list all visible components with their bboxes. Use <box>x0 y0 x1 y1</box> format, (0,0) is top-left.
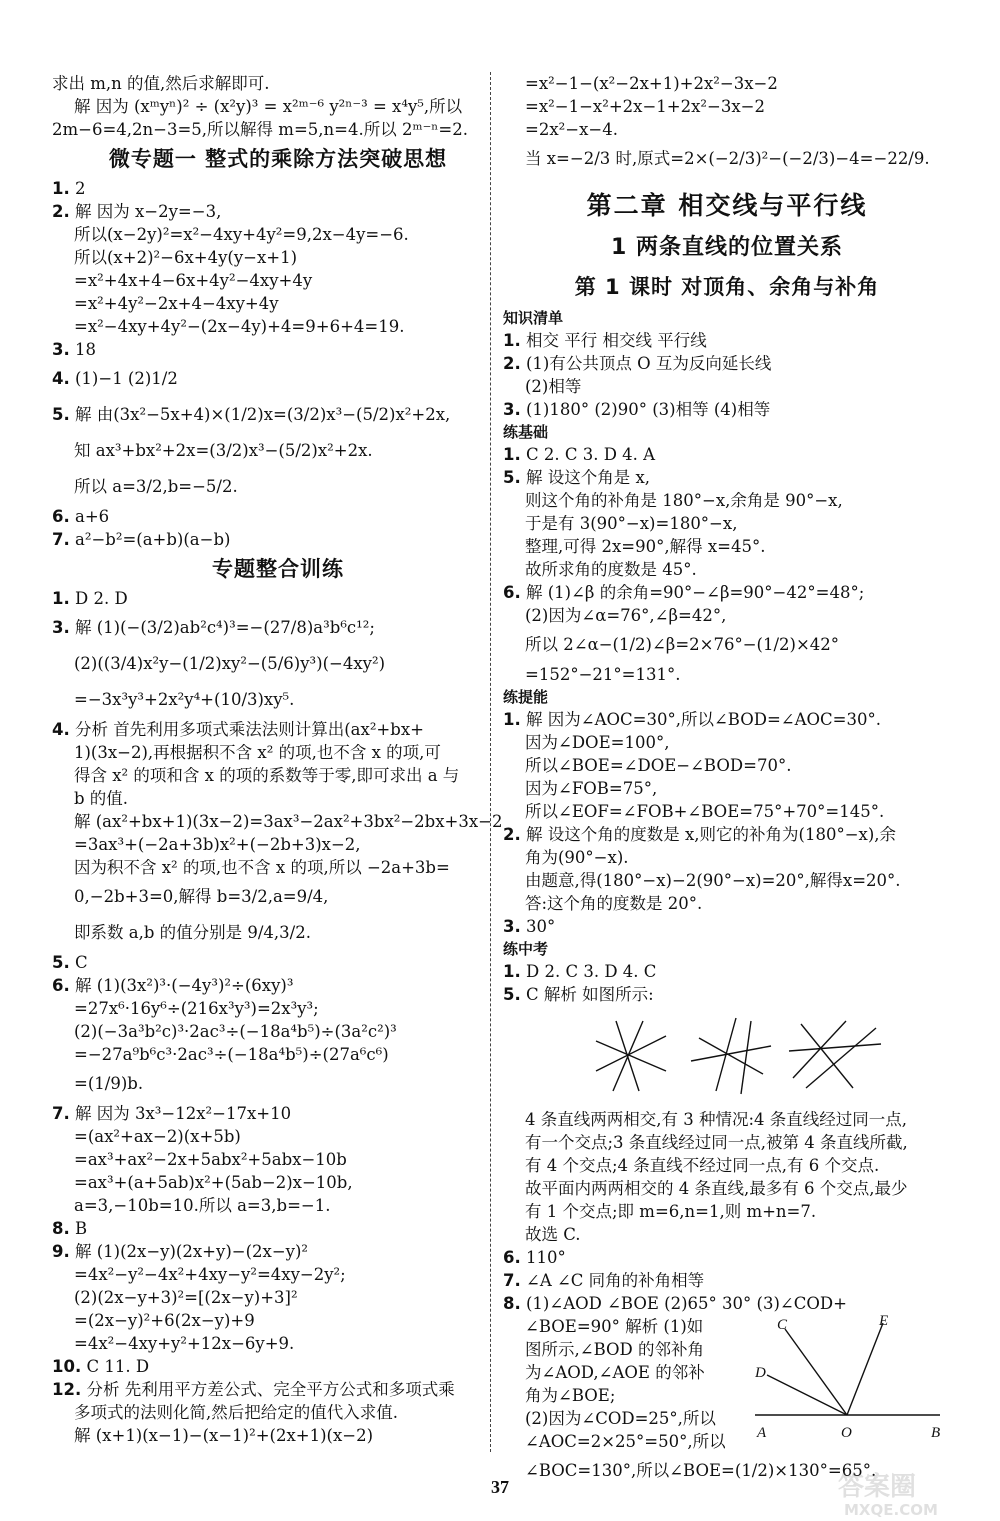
label-D: D <box>755 1365 766 1381</box>
answer-line: 整理,可得 2x=90°,解得 x=45°. <box>525 537 766 556</box>
answer-line: 1. D 2. C 3. D 4. C <box>503 962 657 981</box>
answer-line: 5. C 解析 如图所示: <box>503 985 654 1004</box>
answer-line: 故所求角的度数是 45°. <box>525 560 697 579</box>
answer-line: 有 4 个交点;4 条直线不经过同一点,有 6 个交点. <box>525 1156 880 1175</box>
right-column <box>503 72 951 1489</box>
text-line: =2x²−x−4. <box>525 120 618 139</box>
answer-line: 4 条直线两两相交,有 3 种情况:4 条直线经过同一点, <box>525 1110 908 1129</box>
question-number: 2. <box>503 825 521 844</box>
question-number: 7. <box>52 530 70 549</box>
answer-line: =(ax²+ax−2)(x+5b) <box>74 1127 241 1146</box>
answer-line: (2)(−3a³b²c)³·2ac³÷(−18a⁴b⁵)÷(3a²c²)³ <box>74 1022 397 1041</box>
answer-line: 5. 解 设这个角是 x, <box>503 468 651 487</box>
answer-line: 2. 解 设这个角的度数是 x,则它的补角为(180°−x),余 <box>503 825 897 844</box>
answer-line: 9. 解 (1)(2x−y)(2x+y)−(2x−y)² <box>52 1242 309 1261</box>
answer-line: 答:这个角的度数是 20°. <box>525 894 703 913</box>
question-number: 2. <box>52 202 70 221</box>
answer-line: b 的值. <box>74 789 129 808</box>
answer-line: 所以(x−2y)²=x²−4xy+4y²=9,2x−4y=−6. <box>74 225 409 244</box>
answer-line: (2)相等 <box>525 377 582 396</box>
answer-line: 多项式的法则化简,然后把给定的值代入求值. <box>74 1403 398 1422</box>
answer-line: 6. 解 (1)(3x²)³·(−4y³)²÷(6xy)³ <box>52 976 294 995</box>
question-number: 6. <box>52 507 70 526</box>
answer-line: 8. (1)∠AOD ∠BOE (2)65° 30° (3)∠COD+ <box>503 1294 847 1313</box>
answer-line: 即系数 a,b 的值分别是 9/4,3/2. <box>74 923 311 942</box>
answer-line: =(2x−y)²+6(2x−y)+9 <box>74 1311 255 1330</box>
answer-line: 知 ax³+bx²+2x=(3/2)x³−(5/2)x²+2x. <box>74 441 373 460</box>
answer-line: 角为(90°−x). <box>525 848 629 867</box>
answer-line: 3. 18 <box>52 340 96 359</box>
heading-basics: 练基础 <box>503 423 549 441</box>
answer-line: 则这个角的补角是 180°−x,余角是 90°−x, <box>525 491 843 510</box>
question-number: 3. <box>52 340 70 359</box>
question-number: 9. <box>52 1242 70 1261</box>
question-number: 7. <box>503 1271 521 1290</box>
answer-line: 2. (1)有公共顶点 O 互为反向延长线 <box>503 354 772 373</box>
answer-line: 所以 a=3/2,b=−5/2. <box>74 477 238 496</box>
question-number: 7. <box>52 1104 70 1123</box>
heading-improve: 练提能 <box>503 688 549 706</box>
question-number: 5. <box>52 405 70 424</box>
question-number: 4. <box>52 720 70 739</box>
question-number: 2. <box>503 354 521 373</box>
answer-line: 1. 解 因为∠AOC=30°,所以∠BOD=∠AOC=30°. <box>503 710 881 729</box>
label-A: A <box>757 1425 767 1441</box>
answer-line: 所以 2∠α−(1/2)∠β=2×76°−(1/2)×42° <box>525 635 840 654</box>
answer-line: 4. 分析 首先利用多项式乘法法则计算出(ax²+bx+ <box>52 720 424 739</box>
answer-line: =x²+4x+4−6x+4y²−4xy+4y <box>74 271 313 290</box>
question-number: 5. <box>503 985 521 1004</box>
section-title-1: 微专题一 整式的乘除方法突破思想 <box>108 147 448 171</box>
answer-line: 因为∠FOB=75°, <box>525 779 658 798</box>
section-title: 1 两条直线的位置关系 <box>611 235 843 260</box>
answer-line: 1. C 2. C 3. D 4. A <box>503 445 656 464</box>
answer-line: 所以(x+2)²−6x+4y(y−x+1) <box>74 248 298 267</box>
question-number: 1. <box>503 331 521 350</box>
answer-line: 因为∠DOE=100°, <box>525 733 670 752</box>
text-line: 当 x=−2/3 时,原式=2×(−2/3)²−(−2/3)−4=−22/9. <box>525 149 930 168</box>
label-B: B <box>931 1425 941 1441</box>
question-number: 8. <box>503 1294 521 1313</box>
answer-line: 3. (1)180° (2)90° (3)相等 (4)相等 <box>503 400 771 419</box>
answer-line: 6. a+6 <box>52 507 110 526</box>
answer-line: =x²+4y²−2x+4−4xy+4y <box>74 294 279 313</box>
label-E: E <box>879 1315 889 1329</box>
answer-line: (2)((3/4)x²y−(1/2)xy²−(5/6)y³)(−4xy²) <box>74 654 386 673</box>
answer-line: 1. D 2. D <box>52 589 128 608</box>
question-number: 1. <box>52 589 70 608</box>
answer-line: 有一个交点;3 条直线经过同一点,被第 4 条直线所截, <box>525 1133 908 1152</box>
answer-line: 7. 解 因为 3x³−12x²−17x+10 <box>52 1104 292 1123</box>
answer-line: =(1/9)b. <box>74 1074 144 1093</box>
question-number: 10. <box>52 1357 82 1376</box>
four-lines-figure <box>591 1016 891 1096</box>
answer-line: 4. (1)−1 (2)1/2 <box>52 369 178 388</box>
answer-line: 因为积不含 x² 的项,也不含 x 的项,所以 −2a+3b= <box>74 858 450 877</box>
answer-line: 有 1 个交点;即 m=6,n=1,则 m+n=7. <box>525 1202 817 1221</box>
answer-line: 2. 解 因为 x−2y=−3, <box>52 202 222 221</box>
answer-line: 7. ∠A ∠C 同角的补角相等 <box>503 1271 705 1290</box>
answer-line: =ax³+(a+5ab)x²+(5ab−2)x−10b, <box>74 1173 353 1192</box>
question-number: 1. <box>503 445 521 464</box>
answer-line: 1. 2 <box>52 179 86 198</box>
svg-text:MXQE.COM: MXQE.COM <box>844 1501 938 1519</box>
answer-line: 1. 相交 平行 相交线 平行线 <box>503 331 707 350</box>
answer-line: 故平面内两两相交的 4 条直线,最多有 6 个交点,最少 <box>525 1179 908 1198</box>
answer-line: 由题意,得(180°−x)−2(90°−x)=20°,解得x=20°. <box>525 871 901 890</box>
left-column <box>52 72 504 1447</box>
answer-line: 3. 解 (1)(−(3/2)ab²c⁴)³=−(27/8)a³b⁶c¹²; <box>52 618 375 637</box>
section-title-2: 专题整合训练 <box>212 557 344 581</box>
question-number: 3. <box>503 400 521 419</box>
answer-line: =152°−21°=131°. <box>525 665 681 684</box>
text-line: 解 因为 (xᵐyⁿ)² ÷ (x²y)³ = x²ᵐ⁻⁶ y²ⁿ⁻³ = x⁴y⁵,所以 <box>74 97 463 116</box>
answer-line: 0,−2b+3=0,解得 b=3/2,a=9/4, <box>74 887 329 906</box>
label-O: O <box>841 1425 852 1441</box>
answer-line: ∠BOC=130°,所以∠BOE=(1/2)×130°=65°. <box>525 1461 877 1480</box>
q8-block <box>503 1315 951 1489</box>
answer-line: 图所示,∠BOD 的邻补角 <box>525 1340 705 1359</box>
watermark-logo <box>830 1465 980 1520</box>
answer-line: =4x²−y²−4x²+4xy−y²=4xy−2y²; <box>74 1265 346 1284</box>
question-number: 1. <box>52 179 70 198</box>
label-C: C <box>777 1317 788 1333</box>
answer-line: 7. a²−b²=(a+b)(a−b) <box>52 530 231 549</box>
question-number: 6. <box>52 976 70 995</box>
answer-line: 故选 C. <box>525 1225 581 1244</box>
text-line: 2m−6=4,2n−3=5,所以解得 m=5,n=4.所以 2ᵐ⁻ⁿ=2. <box>52 120 468 139</box>
question-number: 6. <box>503 583 521 602</box>
answer-line: 10. C 11. D <box>52 1357 150 1376</box>
answer-line: =27x⁶·16y⁶÷(216x³y³)=2x³y³; <box>74 999 319 1018</box>
answer-line: 1)(3x−2),再根据积不含 x² 的项,也不含 x 的项,可 <box>74 743 441 762</box>
heading-exam: 练中考 <box>503 940 549 958</box>
text-line: 求出 m,n 的值,然后求解即可. <box>52 74 270 93</box>
question-number: 5. <box>52 953 70 972</box>
answer-line: 解 (ax²+bx+1)(3x−2)=3ax³−2ax²+3bx²−2bx+3x−2 <box>74 812 503 831</box>
answer-line: 得含 x² 的项和含 x 的项的系数等于零,即可求出 a 与 <box>74 766 460 785</box>
answer-line: 所以∠EOF=∠FOB+∠BOE=75°+70°=145°. <box>525 802 885 821</box>
answer-line: =−27a⁹b⁶c³·2ac³÷(−18a⁴b⁵)÷(27a⁶c⁶) <box>74 1045 389 1064</box>
answer-line: ∠BOE=90° 解析 (1)如 <box>525 1317 704 1336</box>
chapter-title: 第二章 相交线与平行线 <box>586 191 868 220</box>
question-number: 4. <box>52 369 70 388</box>
text-line: =x²−1−x²+2x−1+2x²−3x−2 <box>525 97 765 116</box>
answer-line: 解 (x+1)(x−1)−(x−1)²+(2x+1)(x−2) <box>74 1426 374 1445</box>
angle-figure <box>755 1315 945 1450</box>
answer-line: 角为∠BOE; <box>525 1386 616 1405</box>
answer-line: 5. C <box>52 953 88 972</box>
answer-line: 为∠AOD,∠AOE 的邻补 <box>525 1363 705 1382</box>
answer-line: (2)因为∠α=76°,∠β=42°, <box>525 606 727 625</box>
answer-line: 所以∠BOE=∠DOE−∠BOD=70°. <box>525 756 792 775</box>
answer-line: (2)(2x−y+3)²=[(2x−y)+3]² <box>74 1288 298 1307</box>
answer-line: 6. 解 (1)∠β 的余角=90°−∠β=90°−42°=48°; <box>503 583 865 602</box>
answer-line: a=3,−10b=10.所以 a=3,b=−1. <box>74 1196 331 1215</box>
text-line: =x²−1−(x²−2x+1)+2x²−3x−2 <box>525 74 778 93</box>
answer-line: 8. B <box>52 1219 88 1238</box>
svg-text:答案圈: 答案圈 <box>838 1472 917 1502</box>
answer-line: (2)因为∠COD=25°,所以 <box>525 1409 716 1428</box>
answer-line: 于是有 3(90°−x)=180°−x, <box>525 514 738 533</box>
answer-line: =4x²−4xy+y²+12x−6y+9. <box>74 1334 295 1353</box>
lesson-title: 第 1 课时 对顶角、余角与补角 <box>574 275 880 299</box>
answer-line: =ax³+ax²−2x+5abx²+5abx−10b <box>74 1150 347 1169</box>
answer-line: ∠AOC=2×25°=50°,所以 <box>525 1432 726 1451</box>
answer-line: 6. 110° <box>503 1248 566 1267</box>
answer-line: =3ax³+(−2a+3b)x²+(−2b+3)x−2, <box>74 835 361 854</box>
answer-line: 12. 分析 先利用平方差公式、完全平方公式和多项式乘 <box>52 1380 455 1399</box>
question-number: 3. <box>52 618 70 637</box>
question-number: 12. <box>52 1380 82 1399</box>
question-number: 3. <box>503 917 521 936</box>
question-number: 1. <box>503 962 521 981</box>
answer-line: =−3x³y³+2x²y⁴+(10/3)xy⁵. <box>74 690 295 709</box>
answer-line: 5. 解 由(3x²−5x+4)×(1/2)x=(3/2)x³−(5/2)x²+2x, <box>52 405 451 424</box>
question-number: 8. <box>52 1219 70 1238</box>
answer-line: =x²−4xy+4y²−(2x−4y)+4=9+6+4=19. <box>74 317 405 336</box>
question-number: 5. <box>503 468 521 487</box>
question-number: 1. <box>503 710 521 729</box>
heading-knowledge-list: 知识清单 <box>503 309 564 327</box>
question-number: 6. <box>503 1248 521 1267</box>
answer-line: 3. 30° <box>503 917 556 936</box>
page-number: 37 <box>491 1477 509 1497</box>
